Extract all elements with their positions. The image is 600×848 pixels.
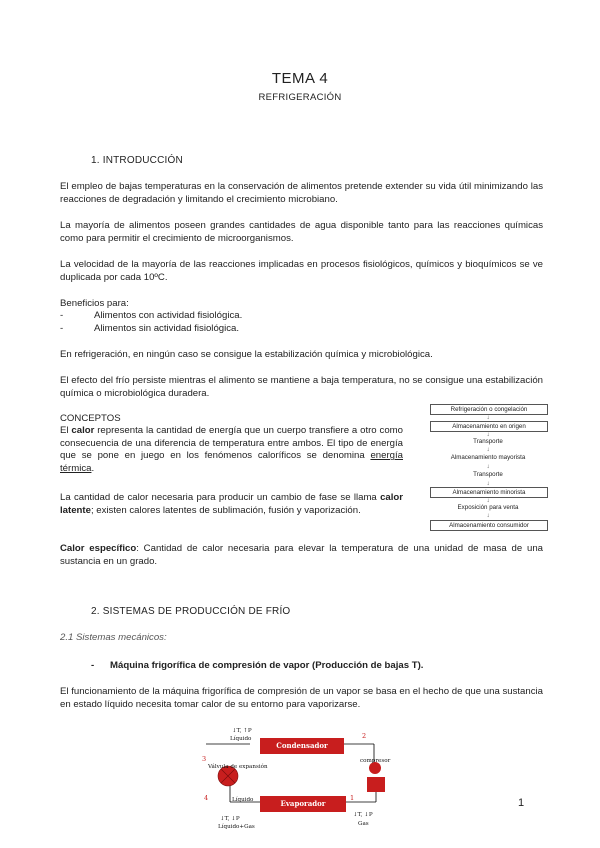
intro-paragraph-1: El empleo de bajas temperaturas en la conservación de alimentos pretende extender su vida útil minimizando las reacciones de degradación y limitando el crecimiento microbiano. bbox=[60, 181, 543, 205]
condenser-box: Condensador bbox=[260, 738, 344, 754]
compressor-body-icon bbox=[367, 777, 385, 792]
text-run: : Cantidad de calor necesaria para elevar la temperatura de una unidad de masa de una sustancia en un grado. bbox=[60, 543, 543, 567]
intro-paragraph-3: La velocidad de la mayoría de las reacciones implicadas en procesos fisiológicos, químicos y bioquímicos se ve duplicada por cada 10ºC. bbox=[60, 259, 543, 283]
compressor-label: compresor bbox=[360, 758, 391, 764]
list-item bbox=[60, 310, 543, 323]
step-number: 4 bbox=[204, 794, 209, 802]
text-run: El bbox=[60, 425, 72, 436]
state-label: ↓T, ↑P bbox=[232, 728, 252, 734]
evaporator-box: Evaporador bbox=[260, 796, 346, 812]
page-subtitle: REFRIGERACIÓN bbox=[258, 92, 342, 103]
text-run: ; existen calores latentes de sublimación, fusión y vaporización. bbox=[90, 504, 361, 516]
page-title: TEMA 4 bbox=[271, 70, 329, 87]
list-item-text: Máquina frigorífica de compresión de vapor (Producción de bajas T). bbox=[110, 660, 424, 671]
conceptos-title: CONCEPTOS bbox=[60, 413, 121, 424]
compresion-paragraph: El funcionamiento de la máquina frigorífica de compresión de un vapor se basa en el hecho de que una sustancia en estado líquido necesita tomar calor de su entorno para vaporizarse. bbox=[60, 686, 543, 710]
flow-step: Almacenamiento en origen bbox=[430, 421, 548, 432]
calor-latente-paragraph bbox=[60, 492, 403, 517]
state-label: Líquido+Gas bbox=[218, 824, 255, 830]
state-label: ↓T, ↓P bbox=[220, 816, 240, 822]
state-label: Líquido bbox=[232, 797, 254, 803]
list-item bbox=[60, 323, 543, 336]
step-number: 3 bbox=[202, 755, 207, 763]
flow-step: Transporte bbox=[473, 471, 503, 478]
text-run: La cantidad de calor necesaria para producir un cambio de fase se llama bbox=[60, 492, 381, 503]
flow-arrow: ↓ bbox=[486, 415, 490, 421]
flow-step: Exposición para venta bbox=[457, 504, 519, 511]
refrigeration-cycle-diagram bbox=[200, 728, 400, 838]
state-label: Gas bbox=[358, 821, 369, 827]
page-number: 1 bbox=[518, 797, 525, 809]
bullet-dash: - bbox=[91, 660, 95, 671]
section-1-heading: 1. INTRODUCCIÓN bbox=[91, 155, 183, 166]
term-calor-especifico: Calor específico bbox=[60, 543, 137, 554]
term-energia-termica: energía térmica bbox=[60, 450, 403, 474]
list-item bbox=[91, 660, 543, 673]
term-calor-latente: calor latente bbox=[60, 492, 403, 516]
list-item-text: Alimentos con actividad fisiológica. bbox=[94, 310, 243, 321]
calor-especifico-paragraph bbox=[60, 543, 543, 568]
flow-step: Almacenamiento mayorista bbox=[450, 454, 526, 461]
intro-paragraph-2: La mayoría de alimentos poseen grandes cantidades de agua disponible tanto para las reacciones químicas como para permitir el crecimiento de microorganismos. bbox=[60, 220, 543, 244]
flow-arrow: ↓ bbox=[486, 432, 490, 438]
flow-arrow: ↓ bbox=[486, 513, 490, 519]
flow-arrow: ↓ bbox=[486, 464, 490, 470]
flow-step: Almacenamiento consumidor bbox=[430, 520, 548, 531]
intro-paragraph-5: El efecto del frío persiste mientras el alimento se mantiene a baja temperatura, no se consigue una estabilización química o microbiológica duradera. bbox=[60, 375, 543, 399]
list-item-text: Alimentos sin actividad fisiológica. bbox=[94, 323, 240, 334]
flow-arrow: ↓ bbox=[486, 481, 490, 487]
flow-step: Transporte bbox=[473, 438, 503, 445]
section-2-heading: 2. SISTEMAS DE PRODUCCIÓN DE FRÍO bbox=[91, 606, 291, 617]
bullet-dash: - bbox=[60, 310, 64, 321]
flow-step: Almacenamiento minorista bbox=[430, 487, 548, 498]
bullet-dash: - bbox=[60, 323, 64, 334]
subsection-heading: 2.1 Sistemas mecánicos: bbox=[60, 632, 167, 643]
step-number: 2 bbox=[362, 732, 367, 740]
valve-label: Válvula de expansión bbox=[208, 764, 268, 770]
text-run: . bbox=[91, 462, 95, 474]
state-label: ↓T, ↓P bbox=[353, 812, 373, 818]
flow-arrow: ↓ bbox=[486, 447, 490, 453]
calor-paragraph bbox=[60, 425, 403, 475]
state-label: Líquido bbox=[230, 736, 252, 742]
flow-step: Refrigeración o congelación bbox=[430, 404, 548, 415]
benefits-title: Beneficios para: bbox=[60, 298, 129, 309]
intro-paragraph-4: En refrigeración, en ningún caso se consigue la estabilización química y microbiológica. bbox=[60, 349, 433, 360]
flow-arrow: ↓ bbox=[486, 498, 490, 504]
text-run: representa la cantidad de energía que un cuerpo transfiere a otro como consecuencia de una diferencia de temperatura entre ambos. El tipo de energía que se pone en juego en los fenómenos caloríficos se denomina bbox=[60, 425, 403, 462]
step-number: 1 bbox=[350, 794, 355, 802]
term-calor: calor bbox=[71, 425, 95, 436]
